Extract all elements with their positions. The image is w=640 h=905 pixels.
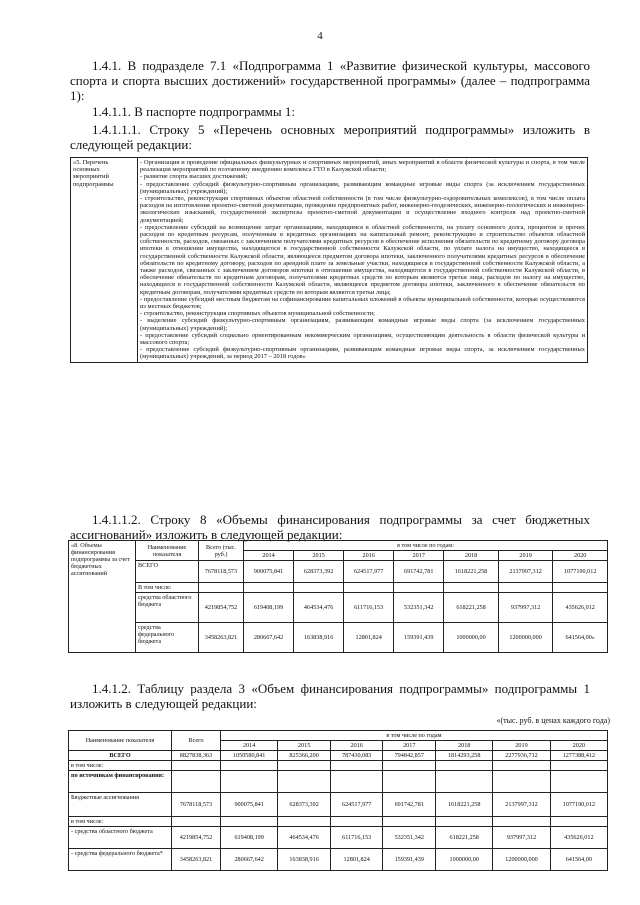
activity-item: - предоставление субсидий местным бюджетам на софинансирование капитальных вложений в объекты муниципальной собственности, которые осуществляются из местных бюджетов;	[140, 295, 585, 311]
cell-value: 787430,083	[330, 751, 383, 761]
cell-value: 1618221,258	[444, 561, 499, 583]
cell-value: 619408,199	[221, 827, 278, 849]
financing-table-row8	[68, 540, 608, 653]
page-number: 4	[317, 30, 323, 42]
cell-value: 1050580,841	[221, 751, 278, 761]
cell-value: 624517,977	[344, 561, 394, 583]
year-header: 2020	[550, 741, 607, 751]
table-row	[69, 593, 608, 623]
activity-item: - предоставление субсидий на возмещение затрат организациям, находящимся в областной собственности, на уплату основного долга, процентов и прочих расходов по кредитным ресурсам, полученным в кредитных организациях на капитальный ремонт, реконструкцию и строительство объектов областной собственности, расходов, связанных с заключением получателями кредитных ресурсов в обеспечение исполнения обязательств по кредитному договору договора ипотеки в отношении имущества, находящегося в государственной собственности Калужской области, по уплате налога на имущество, находящееся в государственной собственности Калужской области, являющееся предметом договора ипотеки, заключенного получателями кредитных ресурсов в обеспечение обязательств по кредитному договору, расходов по арендной плате за земельные участки, находящиеся в государственной собственности Калужской области, а также расходов, связанных с заключением договоров ипотеки в отношении имущества, находящегося в государственной собственности Калужской области, в обеспечение обязательств по кредитным договорам, получателями кредитных средств по которым являются третьи лица, расходов по налогу на имущество, находящееся в государственной собственности Калужской области, являющееся предметом договора ипотеки, заключенного в обеспечение обязательств по кредитным договорам, получателями кредитных средств по которым являются третьи лица;	[140, 223, 585, 296]
cell-value: 900075,841	[244, 561, 294, 583]
table-row	[69, 817, 608, 827]
row-name: - средства федерального бюджета*	[69, 849, 172, 871]
cell-value: 435626,012	[553, 593, 608, 623]
cell-value: 618221,258	[436, 827, 493, 849]
cell-value: 641564,00»	[553, 623, 608, 653]
year-header: 2020	[553, 551, 608, 561]
table-row	[69, 623, 608, 653]
cell-value: 159391,439	[394, 623, 444, 653]
table-unit-note: «(тыс. руб. в ценах каждого года)	[496, 716, 610, 725]
header-indicator: Наименование показателя	[69, 731, 172, 751]
cell-value: 937997,312	[493, 827, 550, 849]
row-name: средства областного бюджета	[136, 593, 199, 623]
main-activities-table	[70, 157, 588, 363]
cell-value: 1200000,000	[498, 623, 553, 653]
cell-value: 1277388,412	[550, 751, 607, 761]
cell-value: 937997,312	[498, 593, 553, 623]
year-header: 2014	[221, 741, 278, 751]
cell-value: 464534,476	[294, 593, 344, 623]
activity-item: - предоставление субсидий физкультурно-спортивным организациям, развивающим командные игровые виды спорта (за исключением государственных (муниципальных) учреждений);	[140, 180, 585, 195]
cell-value: 12801,824	[330, 849, 383, 871]
cell-value: 691742,781	[383, 793, 436, 817]
row-name: Бюджетные ассигнования	[69, 793, 172, 817]
year-header: 2018	[436, 741, 493, 751]
row-total: 8827838,363	[172, 751, 221, 761]
cell-value: 624517,977	[330, 793, 383, 817]
cell-value: 1618221,258	[436, 793, 493, 817]
cell-value: 532351,342	[394, 593, 444, 623]
cell-value: 1077190,012	[550, 793, 607, 817]
row-total: 4219854,752	[172, 827, 221, 849]
table-row	[69, 827, 608, 849]
year-header: 2015	[294, 551, 344, 561]
activity-item: - строительство, реконструкция спортивных объектов муниципальной собственности;	[140, 310, 375, 318]
cell-value: 900075,841	[221, 793, 278, 817]
cell-value: 159391,439	[383, 849, 436, 871]
paragraph-1-4-1-2: 1.4.1.2. Таблицу раздела 3 «Объем финансирования подпрограммы» подпрограммы 1 изложить в следующей редакции:	[70, 681, 590, 711]
row-total: 3458263,821	[199, 623, 244, 653]
table-row	[69, 761, 608, 771]
table-row	[69, 583, 608, 593]
row-name: В том числе:	[136, 583, 199, 593]
row-name: в том числе:	[69, 761, 172, 771]
year-header: 2014	[244, 551, 294, 561]
cell-value: 619408,199	[244, 593, 294, 623]
table-row	[69, 561, 608, 583]
cell-value: 628373,392	[294, 561, 344, 583]
row-name: ВСЕГО	[136, 561, 199, 583]
row-total: 4219854,752	[199, 593, 244, 623]
row-name: средства федерального бюджета	[136, 623, 199, 653]
cell-value: 2277936,712	[493, 751, 550, 761]
paragraph-1-4-1: 1.4.1. В подразделе 7.1 «Подпрограмма 1 «Развитие физической культуры, массового спорта и спорта высших достижений» государственной программы» (далее – подпрограмма 1):	[70, 58, 590, 103]
row-name: ВСЕГО	[69, 751, 172, 761]
table-row	[69, 751, 608, 761]
cell-value: 1200000,000	[493, 849, 550, 871]
table-row	[69, 793, 608, 817]
activities-row-label: «5. Перечень основных мероприятий подпрограммы	[71, 158, 138, 363]
cell-value: 12801,824	[344, 623, 394, 653]
cell-value: 2137997,312	[493, 793, 550, 817]
cell-value: 825366,200	[278, 751, 331, 761]
cell-value: 628373,392	[278, 793, 331, 817]
cell-value: 163838,916	[294, 623, 344, 653]
cell-value: 618221,258	[444, 593, 499, 623]
table-row	[69, 771, 608, 793]
financing-row-label: «8. Объемы финансирования подпрограммы за счет бюджетных ассигнований	[69, 541, 136, 653]
header-total: Всего (тыс. руб.)	[199, 541, 244, 561]
year-header: 2019	[498, 551, 553, 561]
activity-item: - выделение субсидий физкультурно-спортивным организациям, развивающим командные игровые виды спорта (за исключением государственных (муниципальных) учреждений);	[140, 317, 585, 332]
cell-value: 163838,916	[278, 849, 331, 871]
activity-item: - предоставление субсидий социально ориентированным некоммерческим организациям, осуществляющим деятельность в области физической культуры и массового спорта;	[140, 331, 585, 347]
cell-value: 435626,012	[550, 827, 607, 849]
cell-value: 611716,153	[330, 827, 383, 849]
paragraph-1-4-1-1-1: 1.4.1.1.1. Строку 5 «Перечень основных мероприятий подпрограммы» изложить в следующей редакции:	[70, 122, 590, 152]
cell-value: 1814293,258	[436, 751, 493, 761]
activity-item: - предоставление субсидий физкультурно-спортивным организациям, развивающим командные игровые виды спорта, за исключением государственных (муниципальных) учреждений, за период 2017 – 2018 годов»	[140, 346, 585, 361]
cell-value: 794842,857	[383, 751, 436, 761]
cell-value: 532351,342	[383, 827, 436, 849]
header-by-years: в том числе по годам	[221, 731, 608, 741]
row-total: 7678118,573	[199, 561, 244, 583]
cell-value: 464534,476	[278, 827, 331, 849]
year-header: 2016	[344, 551, 394, 561]
cell-value: 1000000,00	[436, 849, 493, 871]
year-header: 2015	[278, 741, 331, 751]
year-header: 2016	[330, 741, 383, 751]
year-header: 2017	[383, 741, 436, 751]
cell-value: 1000000,00	[444, 623, 499, 653]
cell-value: 611716,153	[344, 593, 394, 623]
header-by-years: в том числе по годам:	[244, 541, 608, 551]
table-row	[69, 849, 608, 871]
cell-value: 2137997,312	[498, 561, 553, 583]
row-total: 3458263,821	[172, 849, 221, 871]
activity-item: - Организация и проведение официальных физкультурных и спортивных мероприятий, иных мероприятий в области физической культуры и спорта, в том числе реализация мероприятий по поэтапному внедрению комплекса ГТО в Калужской области;	[140, 159, 585, 174]
cell-value: 280667,642	[244, 623, 294, 653]
financing-volume-table	[68, 730, 608, 871]
paragraph-1-4-1-1-2: 1.4.1.1.2. Строку 8 «Объемы финансирования подпрограммы за счет бюджетных ассигнований» изложить в следующей редакции:	[70, 512, 590, 542]
activity-item: - развитие спорта высших достижений;	[140, 173, 248, 181]
cell-value: 641564,00	[550, 849, 607, 871]
activity-item: - строительство, реконструкция спортивных объектов областной собственности (в том числе физкультурно-оздоровительных комплексов), в том числе оплата расходов на изготовления проектно-сметной документации, проведение предпроектных работ, инженерно-геодезических, инженерно-геологических и инженерно-экологических изысканий, государственной экспертизы проектно-сметной документации и осуществление входного контроля над проектно-сметной документацией;	[140, 195, 585, 224]
year-header: 2018	[444, 551, 499, 561]
row-name: по источникам финансирования:	[69, 771, 172, 793]
row-total: 7678118,573	[172, 793, 221, 817]
cell-value: 1077190,012	[553, 561, 608, 583]
row-name: в том числе:	[69, 817, 172, 827]
row-name: - средства областного бюджета	[69, 827, 172, 849]
header-total: Всего	[172, 731, 221, 751]
paragraph-1-4-1-1: 1.4.1.1. В паспорте подпрограммы 1:	[92, 104, 295, 119]
cell-value: 691742,781	[394, 561, 444, 583]
cell-value: 280667,642	[221, 849, 278, 871]
activities-list	[138, 158, 588, 363]
header-indicator: Наименование показателя	[136, 541, 199, 561]
year-header: 2017	[394, 551, 444, 561]
year-header: 2019	[493, 741, 550, 751]
